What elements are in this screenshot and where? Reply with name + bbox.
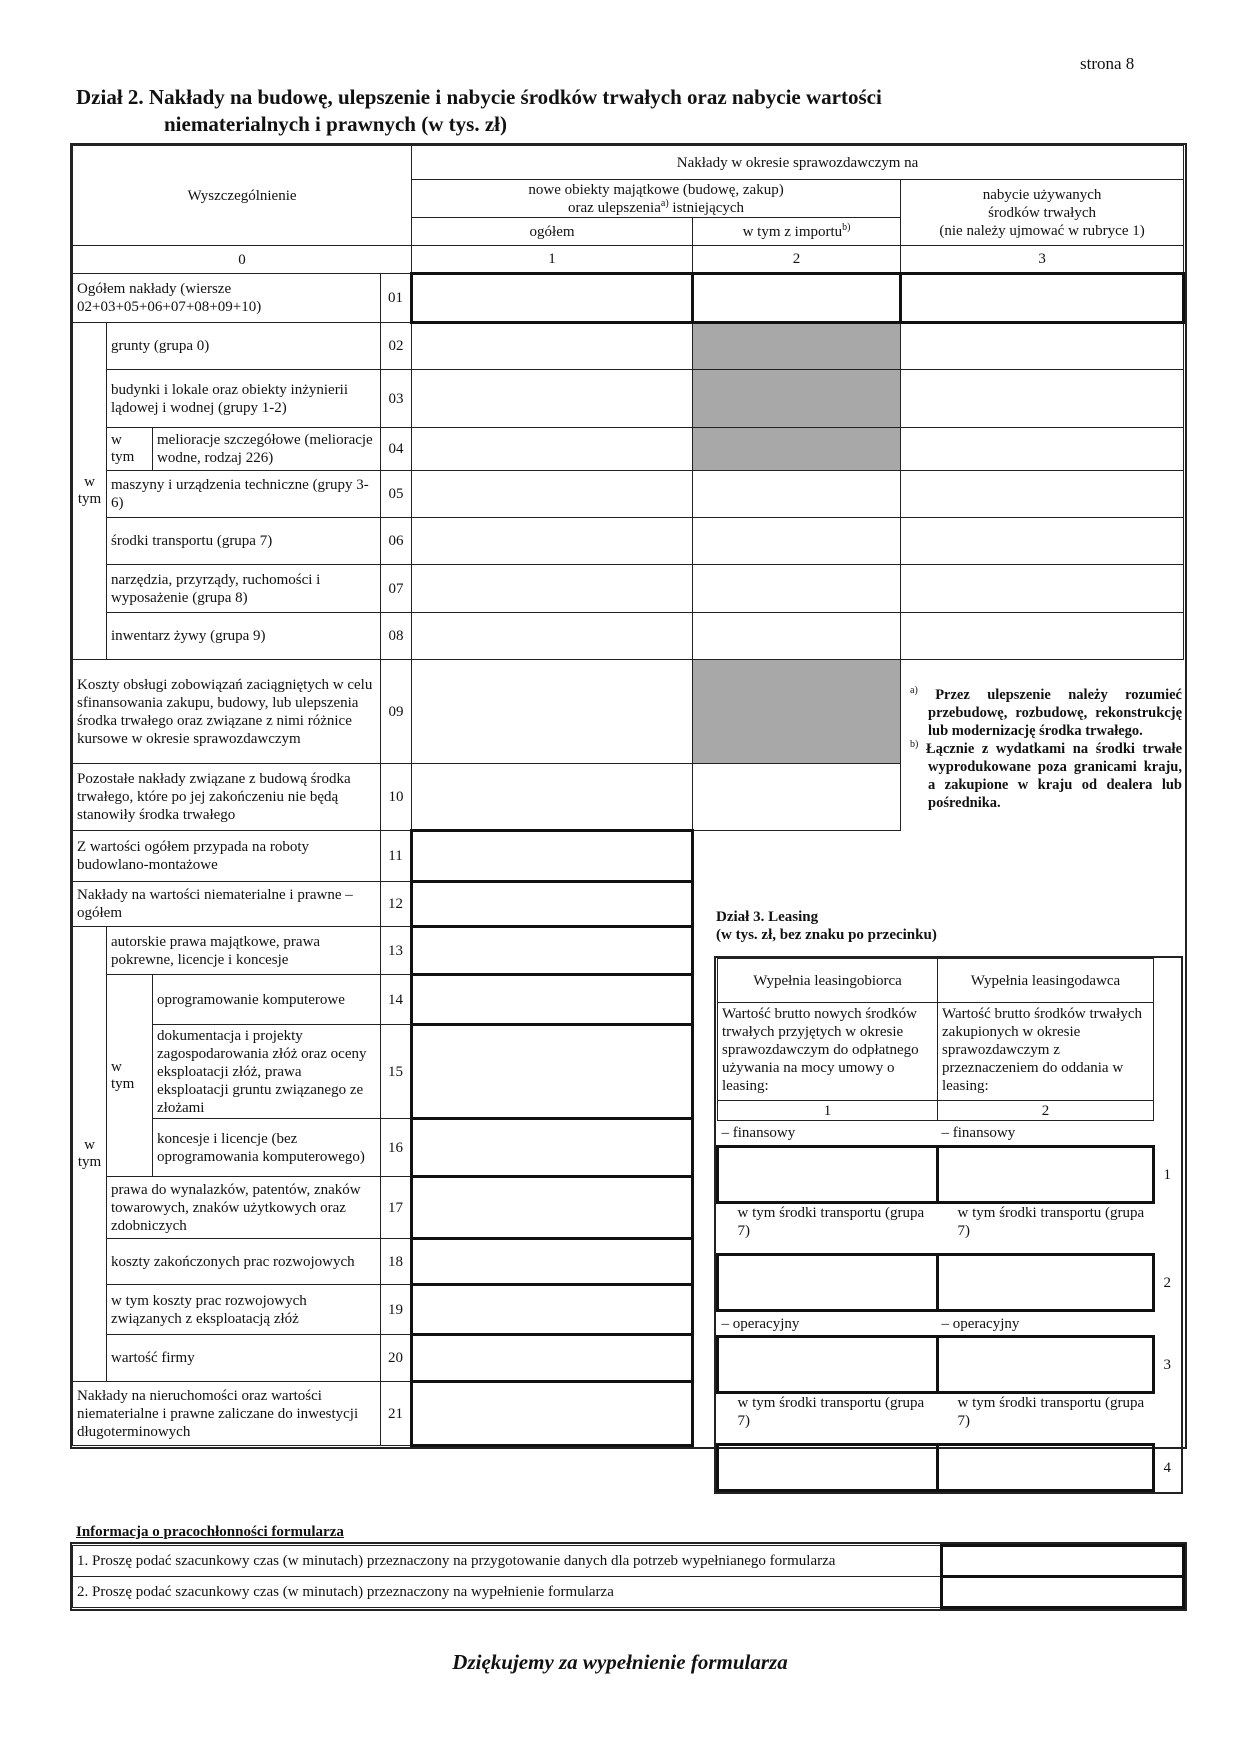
footnotes [910,686,1182,812]
leasing-lessee-header: Wypełnia leasingobiorca [718,959,938,1003]
row-13-label: autorskie prawa majątkowe, prawa pokrewne, licencje i koncesje [107,927,381,975]
header-total: ogółem [412,218,693,246]
col-number-2: 2 [693,246,901,274]
col-number-1: 1 [412,246,693,274]
leasing-financial-label-2: – finansowy [938,1121,1154,1147]
leasing-title: Dział 3. Leasing [716,909,819,925]
footnote-b-mark: b) [910,739,919,751]
row-21-number: 21 [381,1382,412,1446]
row-07-col1-input[interactable] [412,565,693,613]
leasing-col-1: 1 [718,1101,938,1121]
page-number: strona 8 [1080,54,1135,73]
row-17-col1-input[interactable] [412,1177,693,1239]
row-03-col3-input[interactable] [901,370,1184,428]
row-02-number: 02 [381,323,412,370]
row-17-number: 17 [381,1177,412,1239]
header-used-line1: nabycie używanych [982,186,1102,203]
leasing-subtitle: (w tys. zł, bez znaku po przecinku) [716,927,937,943]
leasing-col-2: 2 [938,1101,1154,1121]
header-import [693,218,901,246]
row-03-number: 03 [381,370,412,428]
header-new-objects-line1: nowe obiekty majątkowe (budowę, zakup) [528,181,784,198]
row-06-label: środki transportu (grupa 7) [107,518,381,565]
section-title [76,84,882,138]
row-01-col3-input[interactable] [901,274,1184,323]
row-01-col2-input[interactable] [693,274,901,323]
leasing-row-number-3: 3 [1163,1356,1171,1373]
leasing-lessee-desc: Wartość brutto nowych środków trwałych przyjętych w okresie sprawozdawczym do odpłatnego używania na mocy umowy o leasing: [718,1003,938,1101]
section-title-line2: niematerialnych i prawnych (w tys. zł) [164,112,507,136]
row-21-col1-input[interactable] [412,1382,693,1446]
row-11-label: Z wartości ogółem przypada na roboty budowlano-montażowe [73,831,381,882]
row-08-col3-input[interactable] [901,613,1184,660]
leasing-heading [716,908,937,944]
row-09-label: Koszty obsługi zobowiązań zaciągniętych w celu sfinansowania zakupu, budowy, lub ulepszenia środka trwałego oraz związane z nimi różnice kursowe w okresie sprawozdawczym [73,660,381,764]
info-answer-2-input[interactable] [942,1577,1184,1608]
row-09-col1-input[interactable] [412,660,693,764]
row-09-col2-disabled [693,660,901,764]
row-16-label: koncesje i licencje (bez oprogramowania komputerowego) [153,1119,381,1177]
footnote-b-ref: b) [842,221,851,233]
leasing-row1-col2-input[interactable] [938,1147,1154,1203]
leasing-row4-col1-input[interactable] [718,1445,938,1491]
leasing-row3-col1-input[interactable] [718,1337,938,1393]
info-heading: Informacja o pracochłonności formularza [76,1524,344,1540]
row-20-col1-input[interactable] [412,1335,693,1382]
row-02-col3-input[interactable] [901,323,1184,370]
section-title-line1: Dział 2. Nakłady na budowę, ulepszenie i nabycie środków trwałych oraz nabycie wartości [76,85,882,109]
leasing-operating-label-1: – operacyjny [718,1311,938,1337]
leasing-transport-label-4: w tym środki transportu (grupa 7) [938,1393,1154,1445]
row-16-number: 16 [381,1119,412,1177]
footnote-a-mark: a) [910,685,918,697]
header-import-label: w tym z importu [742,223,843,240]
leasing-financial-label-1: – finansowy [718,1121,938,1147]
wtym-rows-14-16: w tym [107,975,153,1177]
leasing-row-number-1: 1 [1163,1166,1171,1183]
row-06-number: 06 [381,518,412,565]
row-11-number: 11 [381,831,412,882]
row-16-col1-input[interactable] [412,1119,693,1177]
row-04-col2-disabled [693,428,901,471]
row-14-col1-input[interactable] [412,975,693,1025]
leasing-transport-label-1: w tym środki transportu (grupa 7) [718,1203,938,1255]
header-new-objects [412,180,901,218]
row-19-col1-input[interactable] [412,1285,693,1335]
row-10-col2-input[interactable] [693,764,901,831]
row-12-col1-input[interactable] [412,882,693,927]
row-09-number: 09 [381,660,412,764]
row-04-col1-input[interactable] [412,428,693,471]
leasing-operating-label-2: – operacyjny [938,1311,1154,1337]
wtym-row-04: w tym [107,428,153,471]
leasing-lessor-desc: Wartość brutto środków trwałych zakupionych w okresie sprawozdawczym z przeznaczeniem do oddania w leasing: [938,1003,1154,1101]
row-03-col1-input[interactable] [412,370,693,428]
header-used-line2: środków trwałych [988,204,1097,221]
header-new-objects-line3: istniejących [668,199,745,216]
footnote-b-text: Łącznie z wydatkami na środki trwałe wyprodukowane poza granicami kraju, a zakupione w kraju od dealera lub pośrednika. [925,741,1183,811]
row-02-col1-input[interactable] [412,323,693,370]
leasing-row4-col2-input[interactable] [938,1445,1154,1491]
info-answer-1-input[interactable] [942,1546,1184,1577]
row-11-col1-input[interactable] [412,831,693,882]
row-12-number: 12 [381,882,412,927]
row-06-col2-input[interactable] [693,518,901,565]
row-04-number: 04 [381,428,412,471]
row-10-col1-input[interactable] [412,764,693,831]
row-18-col1-input[interactable] [412,1239,693,1285]
row-07-col2-input[interactable] [693,565,901,613]
row-05-label: maszyny i urządzenia techniczne (grupy 3-6) [107,471,381,518]
wtym-group-2: w tym [73,927,107,1382]
row-03-col2-disabled [693,370,901,428]
row-06-col1-input[interactable] [412,518,693,565]
thanks-message: Dziękujemy za wypełnienie formularza [452,1650,788,1674]
row-07-col3-input[interactable] [901,565,1184,613]
col-number-3: 3 [901,246,1184,274]
row-17-label: prawa do wynalazków, patentów, znaków towarowych, znaków użytkowych oraz zdobniczych [107,1177,381,1239]
row-19-number: 19 [381,1285,412,1335]
row-21-label: Nakłady na nieruchomości oraz wartości niematerialne i prawne zaliczane do inwestycji długoterminowych [73,1382,381,1446]
row-18-number: 18 [381,1239,412,1285]
header-period: Nakłady w okresie sprawozdawczym na [412,146,1184,180]
row-06-col3-input[interactable] [901,518,1184,565]
leasing-row-number-4: 4 [1163,1459,1171,1476]
row-20-label: wartość firmy [107,1335,381,1382]
row-04-label: melioracje szczegółowe (melioracje wodne, rodzaj 226) [153,428,381,471]
row-13-number: 13 [381,927,412,975]
row-04-col3-input[interactable] [901,428,1184,471]
row-05-col2-input[interactable] [693,471,901,518]
row-08-col2-input[interactable] [693,613,901,660]
row-07-label: narzędzia, przyrządy, ruchomości i wyposażenie (grupa 8) [107,565,381,613]
row-12-label: Nakłady na wartości niematerialne i prawne – ogółem [73,882,381,927]
header-new-objects-line2: oraz ulepszenia [568,199,661,216]
leasing-lessor-header: Wypełnia leasingodawca [938,959,1154,1003]
row-10-number: 10 [381,764,412,831]
leasing-transport-label-2: w tym środki transportu (grupa 7) [938,1203,1154,1255]
row-08-number: 08 [381,613,412,660]
row-05-col1-input[interactable] [412,471,693,518]
row-03-label: budynki i lokale oraz obiekty inżynierii lądowej i wodnej (grupy 1-2) [107,370,381,428]
leasing-row2-col2-input[interactable] [938,1255,1154,1311]
leasing-table [716,958,1181,1492]
row-05-col3-input[interactable] [901,471,1184,518]
row-15-number: 15 [381,1025,412,1119]
leasing-row-number-2: 2 [1163,1274,1171,1291]
footnote-a [910,686,1182,740]
leasing-row1-col1-input[interactable] [718,1147,938,1203]
row-14-number: 14 [381,975,412,1025]
row-02-col2-disabled [693,323,901,370]
row-14-label: oprogramowanie komputerowe [153,975,381,1025]
header-used-line3: (nie należy ujmować w rubryce 1) [939,222,1145,239]
info-question-1: 1. Proszę podać szacunkowy czas (w minutach) przeznaczony na przygotowanie danych dla potrzeb wypełnianego formularza [73,1546,942,1577]
row-15-label: dokumentacja i projekty zagospodarowania złóż oraz oceny eksploatacji złóż, prawa eksploatacji gruntu związanego ze złożami [153,1025,381,1119]
row-20-number: 20 [381,1335,412,1382]
leasing-row2-col1-input[interactable] [718,1255,938,1311]
row-10-label: Pozostałe nakłady związane z budową środka trwałego, które po jej zakończeniu nie będą stanowiły środka trwałego [73,764,381,831]
footnote-a-ref: a) [660,197,669,209]
row-05-number: 05 [381,471,412,518]
footnote-a-text: Przez ulepszenie należy rozumieć przebudowę, rozbudowę, rekonstrukcję lub modernizację środka trwałego. [928,687,1182,739]
header-used-assets [901,180,1184,246]
leasing-row3-col2-input[interactable] [938,1337,1154,1393]
row-02-label: grunty (grupa 0) [107,323,381,370]
row-01-number: 01 [381,274,412,323]
info-question-2: 2. Proszę podać szacunkowy czas (w minutach) przeznaczony na wypełnienie formularza [73,1577,942,1608]
row-18-label: koszty zakończonych prac rozwojowych [107,1239,381,1285]
col-number-0: 0 [73,246,412,274]
row-13-col1-input[interactable] [412,927,693,975]
leasing-transport-label-3: w tym środki transportu (grupa 7) [718,1393,938,1445]
row-15-col1-input[interactable] [412,1025,693,1119]
header-specification: Wyszczególnienie [73,146,412,246]
info-table [72,1544,1185,1609]
footnote-b [910,740,1182,812]
row-08-label: inwentarz żywy (grupa 9) [107,613,381,660]
row-19-label: w tym koszty prac rozwojowych związanych z eksploatacją złóż [107,1285,381,1335]
row-01-col1-input[interactable] [412,274,693,323]
row-07-number: 07 [381,565,412,613]
row-08-col1-input[interactable] [412,613,693,660]
wtym-group-1: w tym [73,323,107,660]
row-01-label: Ogółem nakłady (wiersze 02+03+05+06+07+08+09+10) [73,274,381,323]
